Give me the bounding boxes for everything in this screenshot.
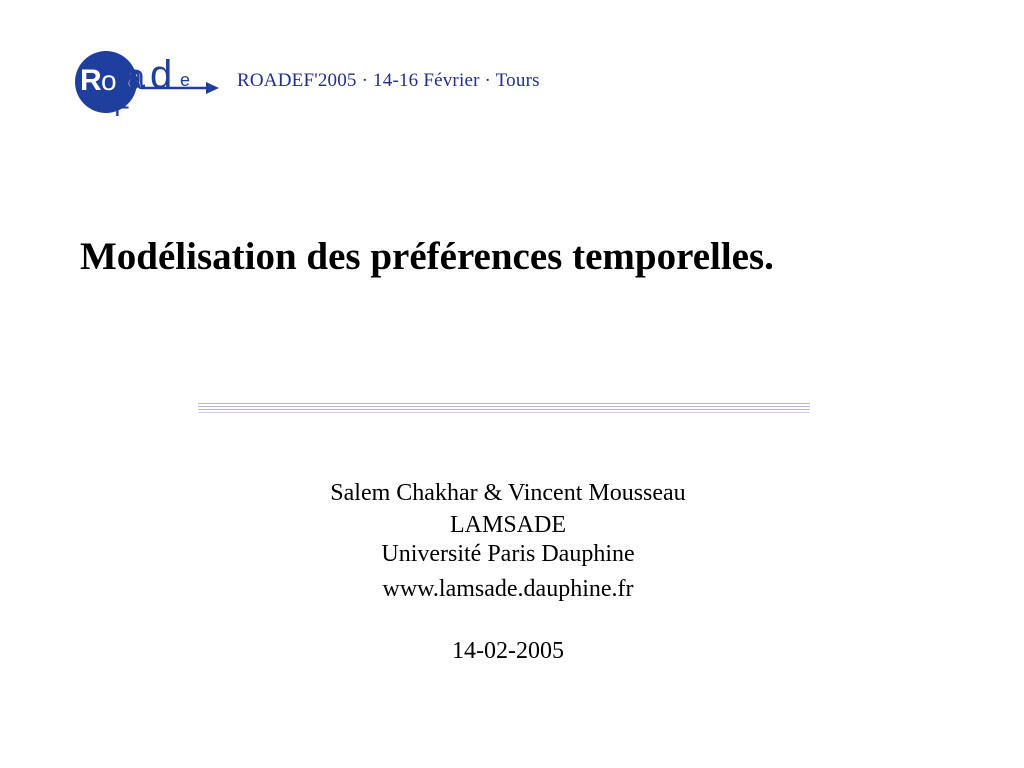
svg-text:o: o (101, 65, 117, 96)
university-name: Université Paris Dauphine (381, 541, 635, 567)
divider-rule (198, 403, 810, 413)
svg-text:a: a (126, 59, 144, 95)
author-names: Salem Chakhar & Vincent Mousseau (330, 480, 686, 506)
lab-name: LAMSADE (449, 512, 566, 538)
presentation-date: 14-02-2005 (452, 638, 564, 664)
slide-title: Modélisation des préférences temporelles. (80, 235, 774, 278)
website-link[interactable]: www.lamsade.dauphine.fr (382, 576, 634, 602)
svg-text:d: d (150, 53, 173, 97)
conference-header: ROADEF'2005 · 14-16 Février · Tours (237, 70, 540, 91)
roadef-logo (74, 44, 220, 118)
svg-text:F: F (114, 92, 130, 118)
svg-text:R: R (80, 64, 102, 97)
svg-text:e: e (180, 70, 191, 90)
